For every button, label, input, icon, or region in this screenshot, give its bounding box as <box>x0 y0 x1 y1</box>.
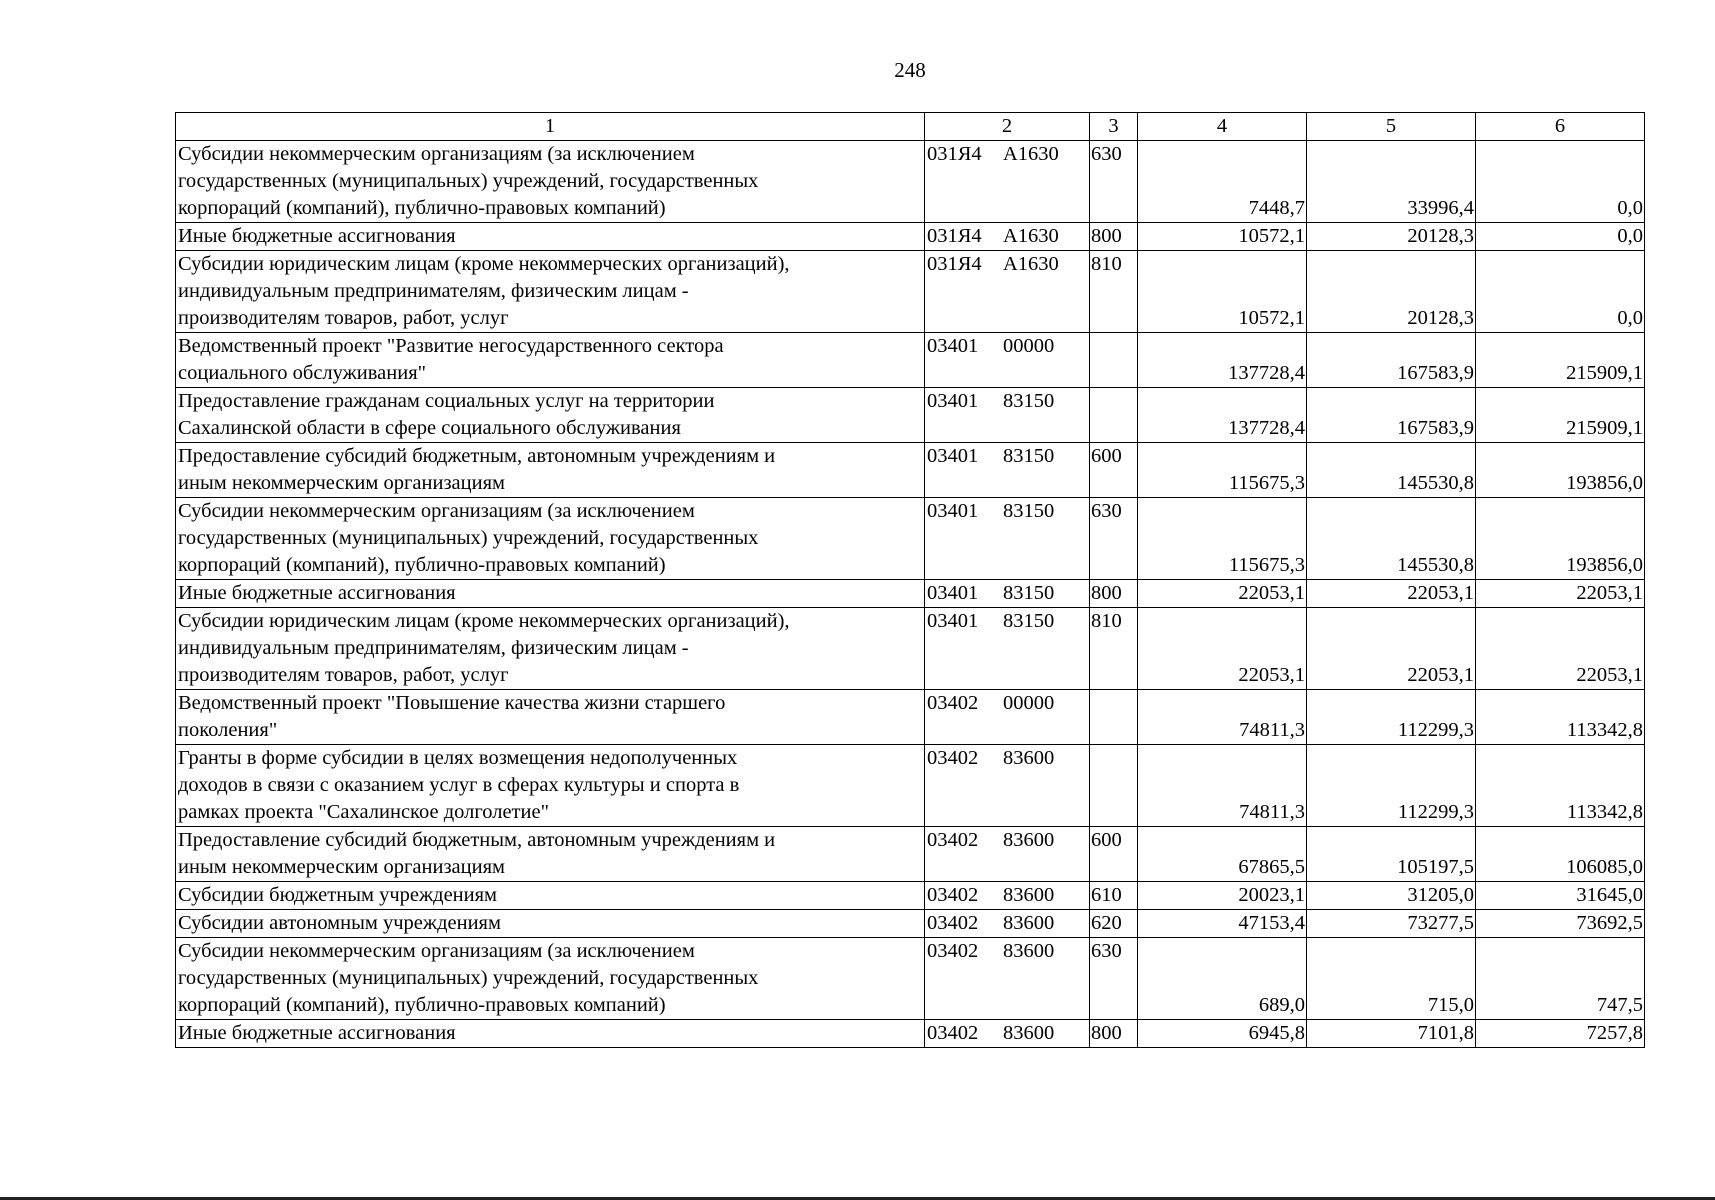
expense-type-cell: 600 <box>1090 443 1138 498</box>
expense-type-cell <box>1090 690 1138 745</box>
expense-type-cell: 800 <box>1090 580 1138 608</box>
row-name-cell <box>176 827 925 882</box>
amount-cell-v6: 0,0 <box>1476 223 1645 251</box>
table-row <box>176 910 1645 938</box>
target-article-code-cell <box>925 580 1090 608</box>
row-name-line: Иные бюджетные ассигнования <box>178 1022 456 1044</box>
row-name-cell <box>176 498 925 580</box>
row-name-cell <box>176 1020 925 1048</box>
row-name-cell <box>176 251 925 333</box>
amount-cell-v5: 22053,1 <box>1307 608 1476 690</box>
row-name-line: Субсидии некоммерческим организациям (за исключением <box>178 940 695 962</box>
amount-cell-v6: 22053,1 <box>1476 608 1645 690</box>
code-direction-part: А1630 <box>1003 143 1059 165</box>
code-program-part: 03402 <box>927 747 979 769</box>
code-program-part: 03401 <box>927 335 979 357</box>
row-name-line: Ведомственный проект "Развитие негосударственного сектора <box>178 335 724 357</box>
row-name-line: государственных (муниципальных) учреждений, государственных <box>178 527 759 549</box>
amount-cell-v6: 22053,1 <box>1476 580 1645 608</box>
column-header: 5 <box>1307 113 1476 141</box>
table-row <box>176 882 1645 910</box>
table-row <box>176 223 1645 251</box>
column-header: 3 <box>1090 113 1138 141</box>
amount-cell-v4: 115675,3 <box>1138 498 1307 580</box>
row-name-line: Субсидии юридическим лицам (кроме некоммерческих организаций), <box>178 610 790 632</box>
row-name-line: иным некоммерческим организациям <box>178 856 505 878</box>
row-name-cell <box>176 882 925 910</box>
row-name-line: Предоставление субсидий бюджетным, автономным учреждениям и <box>178 445 776 467</box>
amount-cell-v5: 167583,9 <box>1307 333 1476 388</box>
row-name-line: Субсидии бюджетным учреждениям <box>178 884 498 906</box>
table-row <box>176 938 1645 1020</box>
expense-type-cell <box>1090 388 1138 443</box>
target-article-code-cell <box>925 498 1090 580</box>
code-program-part: 03402 <box>927 940 979 962</box>
page-number: 248 <box>894 58 926 82</box>
code-program-part: 03401 <box>927 582 979 604</box>
expense-type-cell: 800 <box>1090 223 1138 251</box>
row-name-line: доходов в связи с оказанием услуг в сферах культуры и спорта в <box>178 774 740 796</box>
code-direction-part: 83150 <box>1003 582 1055 604</box>
row-name-line: корпораций (компаний), публично-правовых компаний) <box>178 197 666 219</box>
row-name-cell <box>176 608 925 690</box>
code-direction-part: 83600 <box>1003 1022 1055 1044</box>
amount-cell-v4: 74811,3 <box>1138 690 1307 745</box>
amount-cell-v6: 31645,0 <box>1476 882 1645 910</box>
amount-cell-v5: 33996,4 <box>1307 141 1476 223</box>
amount-cell-v5: 167583,9 <box>1307 388 1476 443</box>
amount-cell-v4: 22053,1 <box>1138 608 1307 690</box>
row-name-line: индивидуальным предпринимателям, физическим лицам - <box>178 637 689 659</box>
table-row <box>176 443 1645 498</box>
row-name-line: Сахалинской области в сфере социального обслуживания <box>178 417 681 439</box>
amount-cell-v4: 22053,1 <box>1138 580 1307 608</box>
code-direction-part: 83600 <box>1003 747 1055 769</box>
amount-cell-v4: 137728,4 <box>1138 333 1307 388</box>
expense-type-cell: 600 <box>1090 827 1138 882</box>
expense-type-cell <box>1090 333 1138 388</box>
code-direction-part: 00000 <box>1003 692 1055 714</box>
row-name-cell <box>176 443 925 498</box>
table-row <box>176 690 1645 745</box>
row-name-line: индивидуальным предпринимателям, физическим лицам - <box>178 280 689 302</box>
amount-cell-v5: 20128,3 <box>1307 251 1476 333</box>
amount-cell-v6: 73692,5 <box>1476 910 1645 938</box>
amount-cell-v6: 747,5 <box>1476 938 1645 1020</box>
amount-cell-v6: 113342,8 <box>1476 745 1645 827</box>
amount-cell-v5: 105197,5 <box>1307 827 1476 882</box>
row-name-line: Предоставление гражданам социальных услуг на территории <box>178 390 715 412</box>
expense-type-cell: 610 <box>1090 882 1138 910</box>
code-program-part: 03402 <box>927 692 979 714</box>
row-name-cell <box>176 223 925 251</box>
table-row <box>176 498 1645 580</box>
amount-cell-v4: 115675,3 <box>1138 443 1307 498</box>
code-program-part: 03402 <box>927 884 979 906</box>
code-direction-part: 00000 <box>1003 335 1055 357</box>
amount-cell-v6: 113342,8 <box>1476 690 1645 745</box>
amount-cell-v4: 20023,1 <box>1138 882 1307 910</box>
row-name-cell <box>176 388 925 443</box>
row-name-cell <box>176 910 925 938</box>
amount-cell-v5: 73277,5 <box>1307 910 1476 938</box>
code-program-part: 03401 <box>927 445 979 467</box>
code-program-part: 031Я4 <box>927 143 982 165</box>
code-program-part: 03401 <box>927 610 979 632</box>
target-article-code-cell <box>925 608 1090 690</box>
code-program-part: 031Я4 <box>927 253 982 275</box>
table-row <box>176 141 1645 223</box>
row-name-line: Иные бюджетные ассигнования <box>178 582 456 604</box>
row-name-line: корпораций (компаний), публично-правовых компаний) <box>178 994 666 1016</box>
code-direction-part: 83150 <box>1003 610 1055 632</box>
expense-type-cell: 810 <box>1090 251 1138 333</box>
code-direction-part: 83600 <box>1003 829 1055 851</box>
amount-cell-v4: 137728,4 <box>1138 388 1307 443</box>
row-name-line: Субсидии автономным учреждениям <box>178 912 501 934</box>
row-name-line: Субсидии некоммерческим организациям (за исключением <box>178 143 695 165</box>
column-header: 2 <box>925 113 1090 141</box>
target-article-code-cell <box>925 690 1090 745</box>
code-program-part: 03402 <box>927 829 979 851</box>
row-name-cell <box>176 690 925 745</box>
row-name-line: производителям товаров, работ, услуг <box>178 664 509 686</box>
table-row <box>176 745 1645 827</box>
row-name-cell <box>176 745 925 827</box>
target-article-code-cell <box>925 333 1090 388</box>
amount-cell-v5: 7101,8 <box>1307 1020 1476 1048</box>
expense-type-cell: 630 <box>1090 938 1138 1020</box>
code-direction-part: А1630 <box>1003 225 1059 247</box>
amount-cell-v6: 193856,0 <box>1476 498 1645 580</box>
row-name-line: Гранты в форме субсидии в целях возмещения недополученных <box>178 747 738 769</box>
target-article-code-cell <box>925 827 1090 882</box>
amount-cell-v5: 715,0 <box>1307 938 1476 1020</box>
amount-cell-v5: 20128,3 <box>1307 223 1476 251</box>
amount-cell-v6: 7257,8 <box>1476 1020 1645 1048</box>
amount-cell-v5: 145530,8 <box>1307 443 1476 498</box>
code-direction-part: 83600 <box>1003 940 1055 962</box>
target-article-code-cell <box>925 882 1090 910</box>
row-name-cell <box>176 938 925 1020</box>
target-article-code-cell <box>925 223 1090 251</box>
target-article-code-cell <box>925 745 1090 827</box>
table-row <box>176 251 1645 333</box>
amount-cell-v4: 689,0 <box>1138 938 1307 1020</box>
amount-cell-v5: 112299,3 <box>1307 690 1476 745</box>
row-name-cell <box>176 141 925 223</box>
amount-cell-v5: 31205,0 <box>1307 882 1476 910</box>
target-article-code-cell <box>925 938 1090 1020</box>
amount-cell-v4: 6945,8 <box>1138 1020 1307 1048</box>
amount-cell-v4: 67865,5 <box>1138 827 1307 882</box>
code-program-part: 031Я4 <box>927 225 982 247</box>
column-header: 4 <box>1138 113 1307 141</box>
row-name-line: Предоставление субсидий бюджетным, автономным учреждениям и <box>178 829 776 851</box>
amount-cell-v6: 106085,0 <box>1476 827 1645 882</box>
table-row <box>176 580 1645 608</box>
row-name-cell <box>176 580 925 608</box>
target-article-code-cell <box>925 1020 1090 1048</box>
row-name-line: производителям товаров, работ, услуг <box>178 307 509 329</box>
expense-type-cell: 620 <box>1090 910 1138 938</box>
code-direction-part: А1630 <box>1003 253 1059 275</box>
table-row <box>176 333 1645 388</box>
table-row <box>176 608 1645 690</box>
column-header: 6 <box>1476 113 1645 141</box>
row-name-line: государственных (муниципальных) учреждений, государственных <box>178 967 759 989</box>
row-name-line: Ведомственный проект "Повышение качества жизни старшего <box>178 692 726 714</box>
row-name-line: иным некоммерческим организациям <box>178 472 505 494</box>
code-direction-part: 83150 <box>1003 445 1055 467</box>
amount-cell-v5: 112299,3 <box>1307 745 1476 827</box>
amount-cell-v4: 47153,4 <box>1138 910 1307 938</box>
code-program-part: 03401 <box>927 390 979 412</box>
amount-cell-v5: 22053,1 <box>1307 580 1476 608</box>
amount-cell-v6: 0,0 <box>1476 141 1645 223</box>
target-article-code-cell <box>925 141 1090 223</box>
column-header: 1 <box>176 113 925 141</box>
expense-type-cell: 630 <box>1090 141 1138 223</box>
expense-type-cell <box>1090 745 1138 827</box>
target-article-code-cell <box>925 388 1090 443</box>
row-name-line: государственных (муниципальных) учреждений, государственных <box>178 170 759 192</box>
amount-cell-v5: 145530,8 <box>1307 498 1476 580</box>
code-direction-part: 83150 <box>1003 500 1055 522</box>
target-article-code-cell <box>925 443 1090 498</box>
target-article-code-cell <box>925 910 1090 938</box>
expense-type-cell: 810 <box>1090 608 1138 690</box>
amount-cell-v4: 7448,7 <box>1138 141 1307 223</box>
row-name-line: рамках проекта "Сахалинское долголетие" <box>178 801 549 823</box>
table-header-row <box>176 113 1645 141</box>
expense-type-cell: 630 <box>1090 498 1138 580</box>
row-name-cell <box>176 333 925 388</box>
amount-cell-v6: 215909,1 <box>1476 333 1645 388</box>
row-name-line: Субсидии юридическим лицам (кроме некоммерческих организаций), <box>178 253 790 275</box>
code-direction-part: 83600 <box>1003 884 1055 906</box>
row-name-line: поколения" <box>178 719 278 741</box>
code-program-part: 03402 <box>927 1022 979 1044</box>
amount-cell-v6: 215909,1 <box>1476 388 1645 443</box>
expense-type-cell: 800 <box>1090 1020 1138 1048</box>
row-name-line: Иные бюджетные ассигнования <box>178 225 456 247</box>
row-name-line: Субсидии некоммерческим организациям (за исключением <box>178 500 695 522</box>
code-direction-part: 83600 <box>1003 912 1055 934</box>
code-program-part: 03402 <box>927 912 979 934</box>
amount-cell-v6: 0,0 <box>1476 251 1645 333</box>
table-row <box>176 827 1645 882</box>
code-direction-part: 83150 <box>1003 390 1055 412</box>
amount-cell-v4: 10572,1 <box>1138 251 1307 333</box>
row-name-line: социального обслуживания" <box>178 362 427 384</box>
table-row <box>176 1020 1645 1048</box>
amount-cell-v4: 10572,1 <box>1138 223 1307 251</box>
code-program-part: 03401 <box>927 500 979 522</box>
target-article-code-cell <box>925 251 1090 333</box>
table-row <box>176 388 1645 443</box>
amount-cell-v4: 74811,3 <box>1138 745 1307 827</box>
amount-cell-v6: 193856,0 <box>1476 443 1645 498</box>
budget-table <box>175 112 1645 1048</box>
row-name-line: корпораций (компаний), публично-правовых компаний) <box>178 554 666 576</box>
